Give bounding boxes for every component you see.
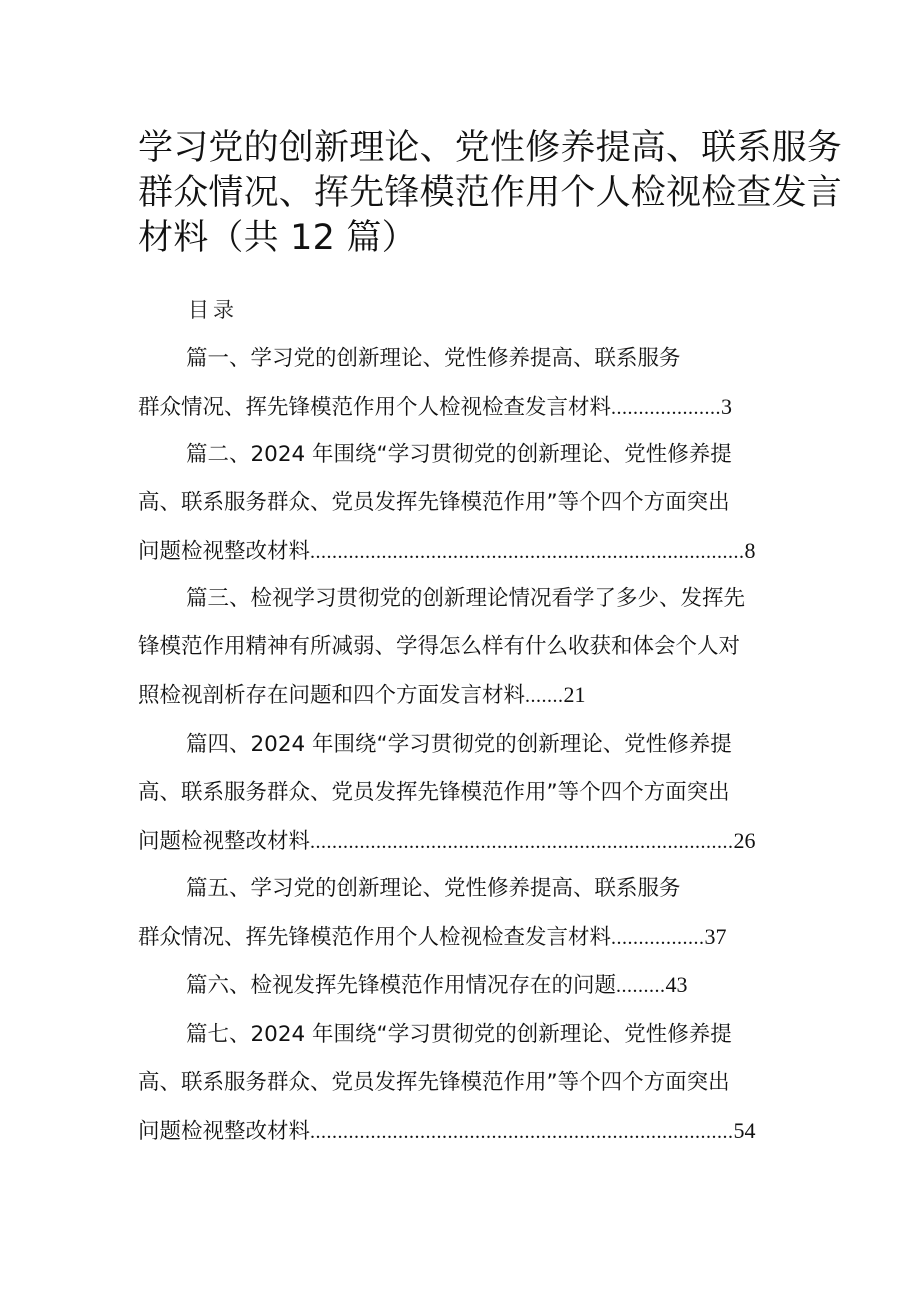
toc-page-number: 37 <box>704 924 727 949</box>
toc-page-number: 54 <box>733 1118 756 1143</box>
toc-entry-line <box>138 392 732 422</box>
toc-entry-line: 高、联系服务群众、党员发挥先锋模范作用”等个四个方面突出 <box>138 1070 730 1095</box>
title-line: 材料（共 12 篇） <box>138 218 417 258</box>
toc-entry-line: 篇一、学习党的创新理论、党性修养提高、联系服务 <box>186 346 681 371</box>
toc-entry-text: 篇六、检视发挥先锋模范作用情况存在的问题 <box>186 973 617 998</box>
toc-page-number: 8 <box>744 538 756 563</box>
toc-entry-text: 群众情况、挥先锋模范作用个人检视检查发言材料 <box>138 395 612 420</box>
toc-entry-line: 锋模范作用精神有所减弱、学得怎么样有什么收获和体会个人对 <box>138 634 741 659</box>
toc-leader-dots: .................... <box>611 397 722 419</box>
toc-entry-line <box>138 826 756 856</box>
toc-page-number: 26 <box>733 828 756 853</box>
toc-leader-dots: ................. <box>611 927 705 949</box>
toc-heading: 目录 <box>188 298 238 322</box>
toc-entry-line: 篇四、2024 年围绕“学习贯彻党的创新理论、党性修养提 <box>186 732 732 757</box>
toc-entry-line: 篇七、2024 年围绕“学习贯彻党的创新理论、党性修养提 <box>186 1022 732 1047</box>
toc-entry-line: 篇五、学习党的创新理论、党性修养提高、联系服务 <box>186 876 681 901</box>
toc-leader-dots: ....... <box>525 685 564 707</box>
toc-entry-line <box>138 1116 756 1146</box>
toc-page-number: 3 <box>721 394 733 419</box>
toc-entry-text: 问题检视整改材料 <box>138 1119 311 1144</box>
toc-entry-line: 高、联系服务群众、党员发挥先锋模范作用”等个四个方面突出 <box>138 780 730 805</box>
toc-entry-line <box>138 922 727 952</box>
toc-leader-dots: ............................................................................. <box>310 1121 734 1143</box>
toc-entry-line <box>138 536 756 566</box>
toc-entry-line: 篇三、检视学习贯彻党的创新理论情况看学了多少、发挥先 <box>186 586 746 611</box>
toc-leader-dots: ......... <box>616 975 666 997</box>
title-line: 群众情况、挥先锋模范作用个人检视检查发言 <box>138 173 843 213</box>
document-title <box>138 126 843 261</box>
toc-page-number: 21 <box>563 682 586 707</box>
title-line: 学习党的创新理论、党性修养提高、联系服务 <box>138 128 843 168</box>
toc-leader-dots: ............................................................................... <box>310 541 745 563</box>
toc-entry-text: 问题检视整改材料 <box>138 829 311 854</box>
toc-entry-line <box>186 970 688 1000</box>
toc-entry-text: 群众情况、挥先锋模范作用个人检视检查发言材料 <box>138 925 612 950</box>
toc-entry-text: 问题检视整改材料 <box>138 539 311 564</box>
toc-entry-line: 篇二、2024 年围绕“学习贯彻党的创新理论、党性修养提 <box>186 442 732 467</box>
toc-entry-text: 照检视剖析存在问题和四个方面发言材料 <box>138 683 526 708</box>
toc-leader-dots: ............................................................................. <box>310 831 734 853</box>
toc-page-number: 43 <box>665 972 688 997</box>
toc-entry-line <box>138 680 586 710</box>
toc-entry-line: 高、联系服务群众、党员发挥先锋模范作用”等个四个方面突出 <box>138 490 730 515</box>
